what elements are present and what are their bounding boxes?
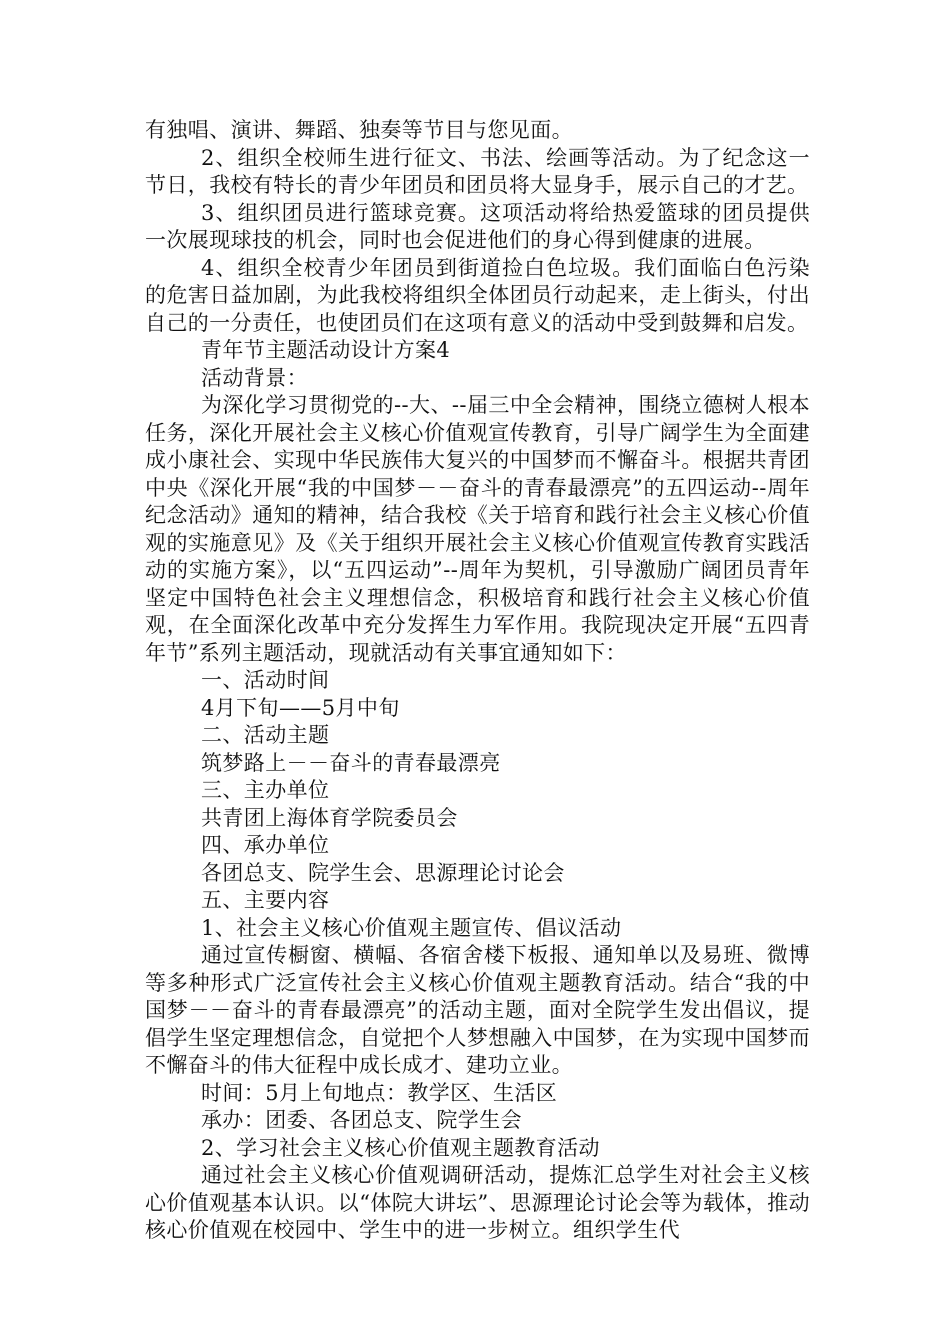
paragraph: 承办：团委、各团总支、院学生会 xyxy=(201,1108,522,1132)
paragraph: 1、社会主义核心价值观主题宣传、倡议活动 xyxy=(201,915,622,940)
paragraph: 有独唱、演讲、舞蹈、独奏等节目与您见面。 xyxy=(145,118,573,142)
document-body xyxy=(145,117,810,1245)
paragraph: 4月下旬——5月中旬 xyxy=(201,695,400,720)
paragraph: 3、组织团员进行篮球竞赛。这项活动将给热爱篮球的团员提供一次展现球技的机会，同时也会促进他们的身心得到健康的进展。 xyxy=(145,200,810,252)
paragraph: 通过社会主义核心价值观调研活动，提炼汇总学生对社会主义核心价值观基本认识。以“体院大讲坛”、思源理论讨论会等为载体，推动核心价值观在校园中、学生中的进一步树立。组织学生代 xyxy=(145,1163,810,1242)
paragraph: 共青团上海体育学院委员会 xyxy=(201,805,458,830)
paragraph: 三、主办单位 xyxy=(201,778,330,802)
paragraph: 二、活动主题 xyxy=(201,723,330,747)
paragraph: 时间：5月上旬地点：教学区、生活区 xyxy=(201,1080,558,1105)
paragraph: 四、承办单位 xyxy=(201,833,330,857)
paragraph: 各团总支、院学生会、思源理论讨论会 xyxy=(201,860,565,885)
paragraph: 2、组织全校师生进行征文、书法、绘画等活动。为了纪念这一节日，我校有特长的青少年团员和团员将大显身手，展示自己的才艺。 xyxy=(145,145,810,197)
paragraph: 活动背景： xyxy=(201,365,308,390)
paragraph: 为深化学习贯彻党的--大、--届三中全会精神，围绕立德树人根本任务，深化开展社会主义核心价值观宣传教育，引导广阔学生为全面建成小康社会、实现中华民族伟大复兴的中国梦而不懈奋斗。根据共青团中央《深化开展“我的中国梦－－奋斗的青春最漂亮”的五四运动--周年纪念活动》通知的精神，结合我校《关于培育和践行社会主义核心价值观的实施意见》及《关于组织开展社会主义核心价值观宣传教育实践活动的实施方案》，以“五四运动”--周年为契机，引导激励广阔团员青年坚定中国特色社会主义理想信念，积极培育和践行社会主义核心价值观，在全面深化改革中充分发挥生力军作用。我院现决定开展“五四青年节”系列主题活动，现就活动有关事宜通知如下： xyxy=(145,393,810,665)
paragraph: 五、主要内容 xyxy=(201,888,330,912)
paragraph: 筑梦路上－－奋斗的青春最漂亮 xyxy=(201,750,501,775)
paragraph: 通过宣传橱窗、横幅、各宿舍楼下板报、通知单以及易班、微博等多种形式广泛宣传社会主义核心价值观主题教育活动。结合“我的中国梦－－奋斗的青春最漂亮”的活动主题，面对全院学生发出倡议，提倡学生坚定理想信念，自觉把个人梦想融入中国梦，在为实现中国梦而不懈奋斗的伟大征程中成长成才、建功立业。 xyxy=(145,943,810,1077)
paragraph: 青年节主题活动设计方案4 xyxy=(201,338,451,362)
paragraph: 一、活动时间 xyxy=(201,668,330,692)
paragraph: 2、学习社会主义核心价值观主题教育活动 xyxy=(201,1135,600,1160)
paragraph: 4、组织全校青少年团员到街道捡白色垃圾。我们面临白色污染的危害日益加剧，为此我校将组织全体团员行动起来，走上街头，付出自己的一分责任，也使团员们在这项有意义的活动中受到鼓舞和启发。 xyxy=(145,255,810,335)
